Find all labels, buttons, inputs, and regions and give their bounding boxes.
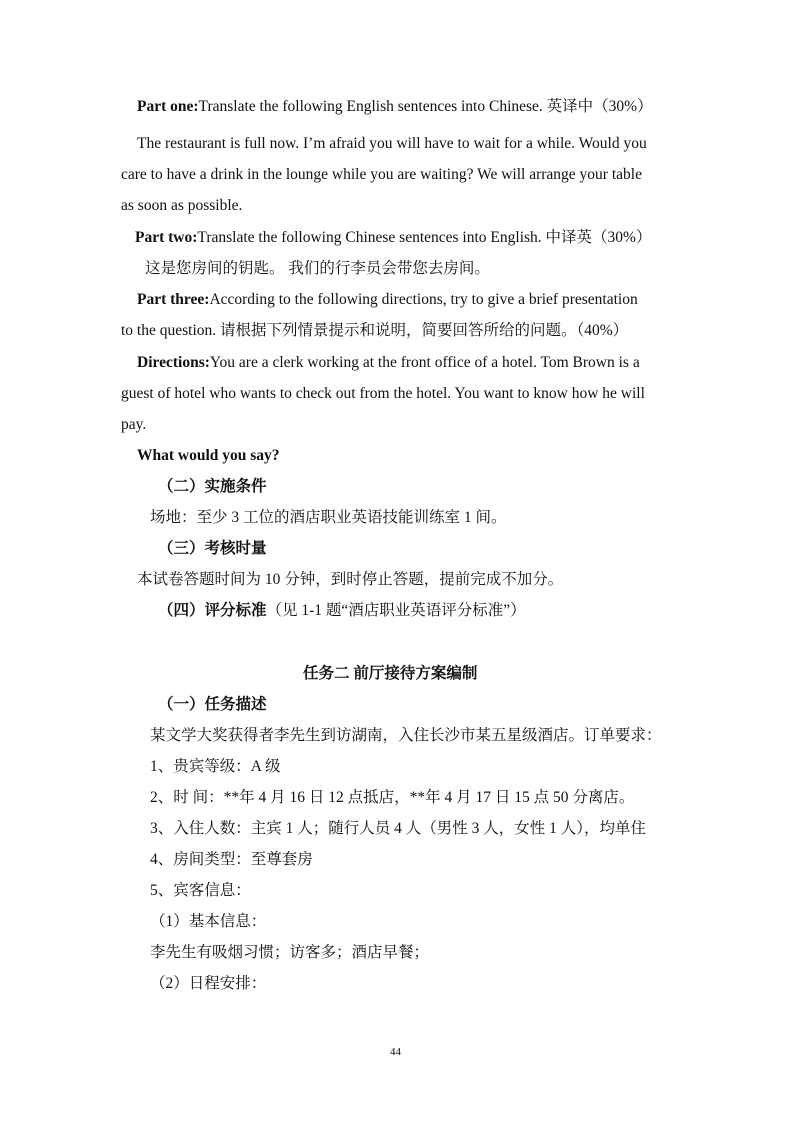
part-three-instruction-cont: to the question. 请根据下列情景提示和说明，简要回答所给的问题。（40%） — [121, 322, 629, 339]
section-heading: （二）实施条件 — [158, 478, 267, 495]
part-two-instruction: Translate the following Chinese sentences into English. 中译英（30%） — [197, 229, 652, 246]
part-three-line — [137, 290, 638, 310]
part-three-label: Part three: — [137, 291, 210, 308]
directions-text: You are a clerk working at the front office of a hotel. Tom Brown is a — [209, 354, 640, 371]
basic-info-heading: （1）基本信息： — [150, 913, 267, 930]
part-one-passage-line: care to have a drink in the lounge while you are waiting? We will arrange your table — [121, 166, 642, 183]
task-item: 4、房间类型：至尊套房 — [150, 851, 313, 868]
part-two-label: Part two: — [135, 229, 198, 246]
part-one-line — [137, 97, 653, 117]
task-item: 5、宾客信息： — [150, 882, 251, 899]
schedule-heading: （2）日程安排： — [150, 975, 267, 992]
section-text: 本试卷答题时间为 10 分钟，到时停止答题，提前完成不加分。 — [137, 571, 564, 588]
section-heading-line — [158, 601, 526, 621]
task-item: 1、贵宾等级：A 级 — [150, 758, 281, 775]
page-number: 44 — [390, 1046, 401, 1058]
directions-text-line: pay. — [121, 416, 147, 433]
basic-info-text: 李先生有吸烟习惯；访客多；酒店早餐； — [150, 944, 430, 961]
directions-label: Directions: — [137, 354, 210, 371]
task-item: 3、入住人数：主宾 1 人；随行人员 4 人（男性 3 人，女性 1 人），均单住 — [150, 820, 647, 837]
part-two-line — [135, 228, 651, 248]
section-heading: （三）考核时量 — [158, 540, 267, 557]
section-text: 场地：至少 3 工位的酒店职业英语技能训练室 1 间。 — [150, 509, 507, 526]
task-title: 任务二 前厅接待方案编制 — [303, 665, 478, 682]
part-two-passage: 这是您房间的钥匙。 我们的行李员会带您去房间。 — [145, 260, 490, 277]
task-subheading: （一）任务描述 — [158, 696, 267, 713]
task-intro: 某文学大奖获得者李先生到访湖南，入住长沙市某五星级酒店。订单要求： — [150, 727, 662, 744]
section-heading: （四）评分标准 — [158, 602, 267, 619]
part-one-passage-line: as soon as possible. — [121, 197, 243, 214]
section-text: （见 1-1 题“酒店职业英语评分标准”） — [266, 602, 526, 619]
part-one-label: Part one: — [137, 98, 199, 115]
directions-line — [137, 353, 640, 373]
directions-text-line: guest of hotel who wants to check out from the hotel. You want to know how he will — [121, 385, 645, 402]
question-line: What would you say? — [137, 447, 280, 464]
task-item: 2、时 间：**年 4 月 16 日 12 点抵店，**年 4 月 17 日 15 点 50 分离店。 — [150, 789, 635, 806]
part-one-passage-line: The restaurant is full now. I’m afraid you will have to wait for a while. Would you — [137, 135, 647, 152]
part-three-instruction: According to the following directions, try to give a brief presentation — [209, 291, 638, 308]
part-one-instruction: Translate the following English sentences into Chinese. 英译中（30%） — [198, 98, 653, 115]
